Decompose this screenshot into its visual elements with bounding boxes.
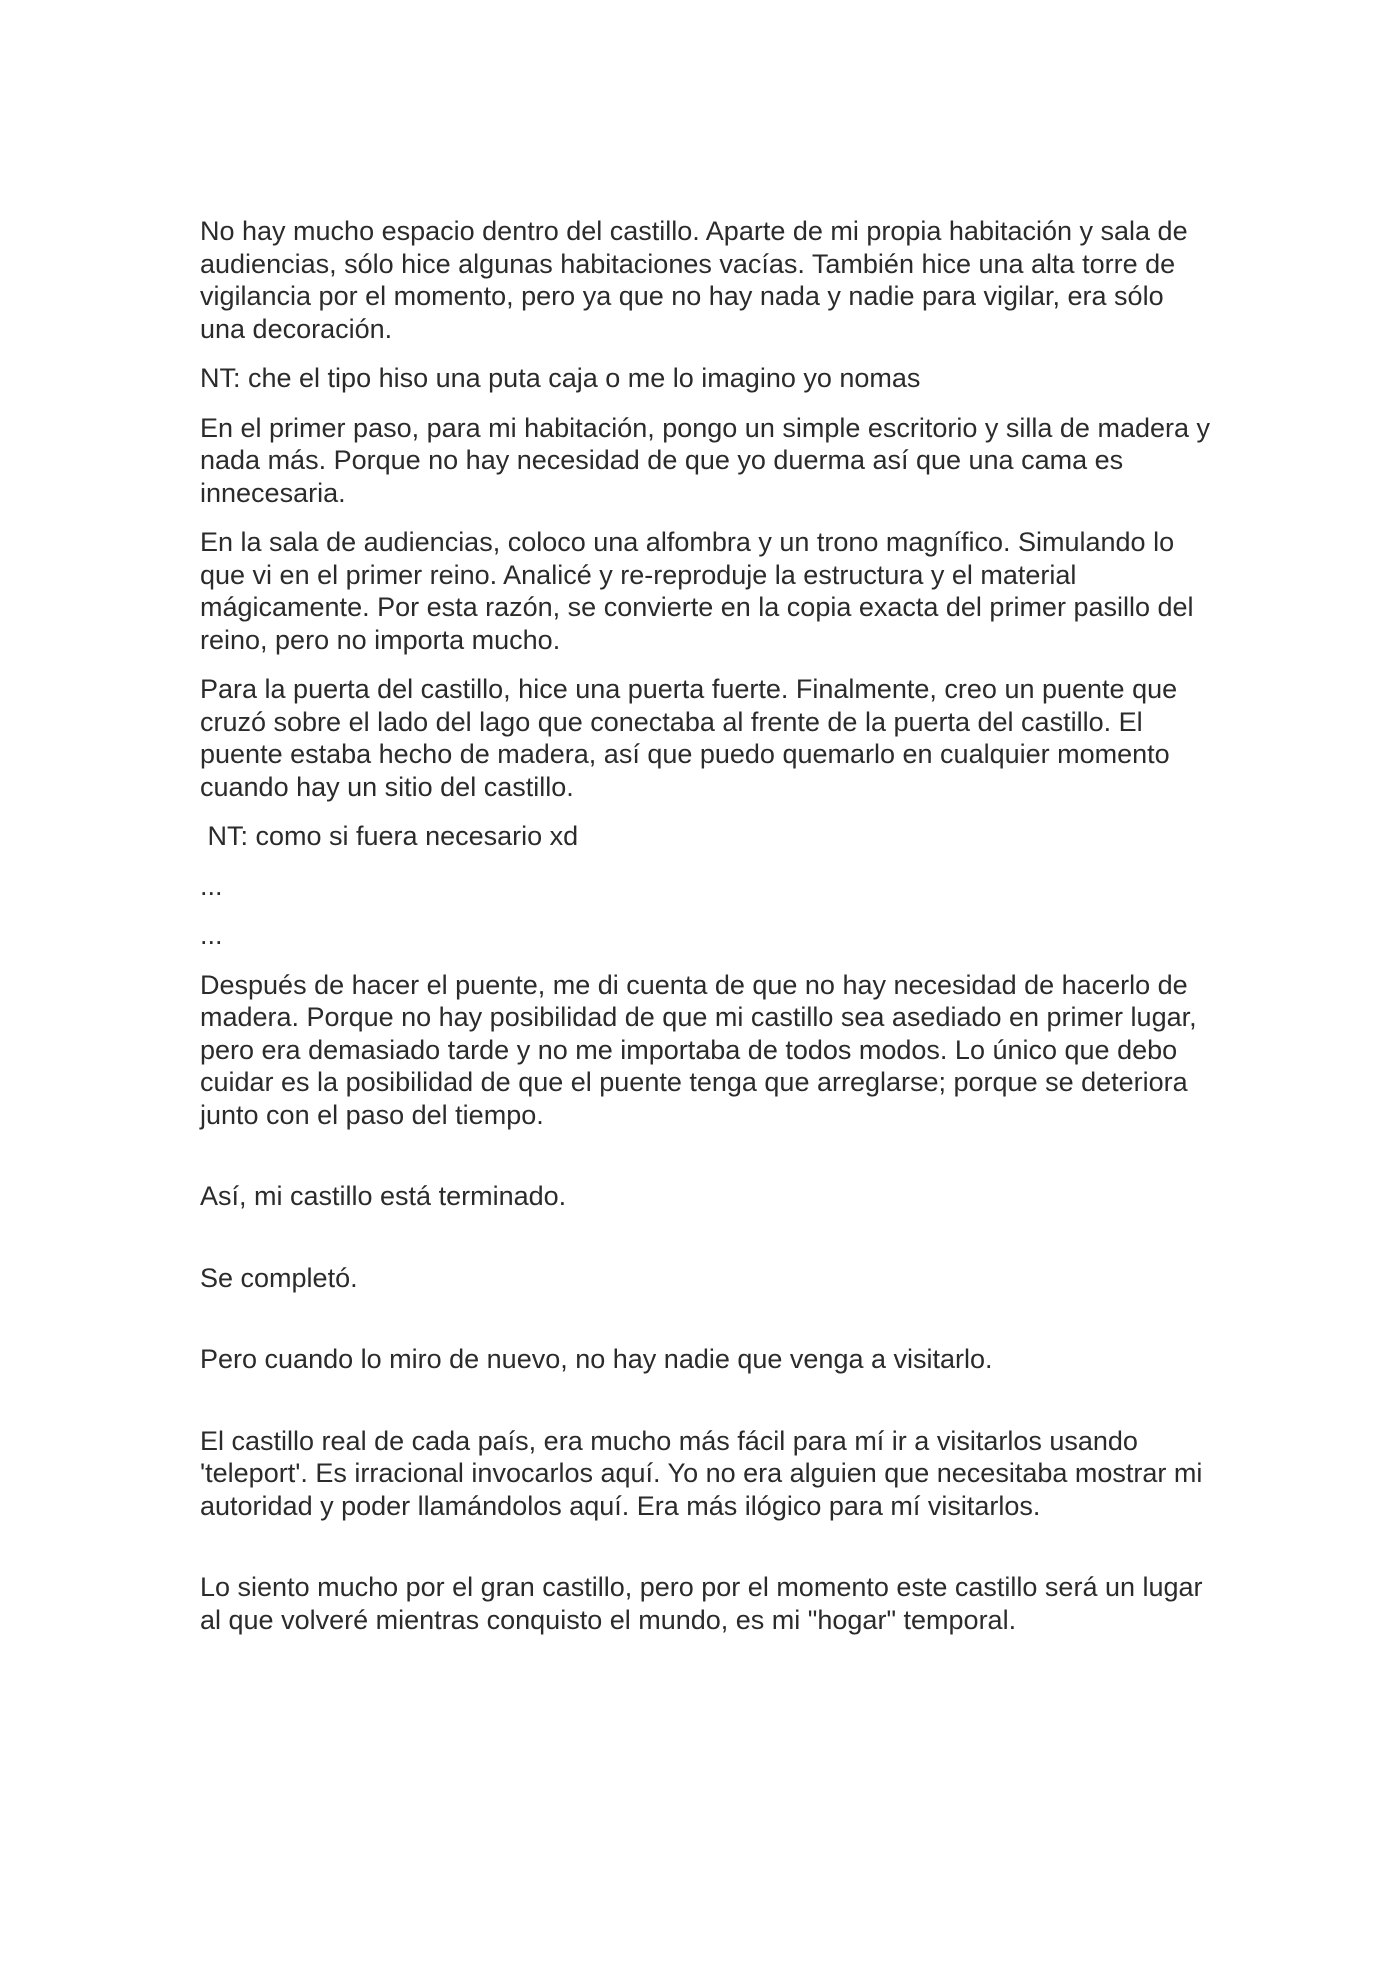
document-body [200,215,1210,1653]
paragraph-completed: Se completó. [200,1262,358,1293]
paragraph-temporary-home: Lo siento mucho por el gran castillo, pero por el momento este castillo será un lugar al que volveré mientras conquisto el mundo, es mi "hogar" temporal. [200,1572,1203,1635]
paragraph-ellipsis-2: ... [200,920,223,950]
paragraph-bridge-reflection: Después de hacer el puente, me di cuenta de que no hay necesidad de hacerlo de madera. Porque no hay posibilidad de que mi castillo sea asediado en primer lugar, pero era demasiado tarde y no me importaba de todos modos. Lo único que debo cuidar es la posibilidad de que el puente tenga que arreglarse; porque se deteriora junto con el paso del tiempo. [200,969,1197,1130]
paragraph-translator-note-box: NT: che el tipo hiso una puta caja o me lo imagino yo nomas [200,363,921,393]
paragraph-no-visitors: Pero cuando lo miro de nuevo, no hay nadie que venga a visitarlo. [200,1344,993,1374]
paragraph-ellipsis-1: ... [200,870,223,901]
paragraph-room-furniture: En el primer paso, para mi habitación, pongo un simple escritorio y silla de madera y nada más. Porque no hay necesidad de que yo duerma así que una cama es innecesaria. [200,412,1210,508]
paragraph-royal-castles: El castillo real de cada país, era mucho más fácil para mí ir a visitarlos usando 'teleport'. Es irracional invocarlos aquí. Yo no era alguien que necesitaba mostrar mi autoridad y poder llamándolos aquí. Era más ilógico para mí visitarlos. [200,1425,1203,1521]
paragraph-castle-finished: Así, mi castillo está terminado. [200,1181,567,1211]
paragraph-translator-note-necessary: NT: como si fuera necesario xd [200,821,579,851]
paragraph-audience-hall: En la sala de audiencias, coloco una alfombra y un trono magnífico. Simulando lo que vi en el primer reino. Analicé y re-reproduje la estructura y el material mágicamente. Por esta razón, se convierte en la copia exacta del primer pasillo del reino, pero no importa mucho. [200,527,1194,655]
paragraph-castle-space: No hay mucho espacio dentro del castillo. Aparte de mi propia habitación y sala de audiencias, sólo hice algunas habitaciones vacías. También hice una alta torre de vigilancia por el momento, pero ya que no hay nada y nadie para vigilar, era sólo una decoración. [200,216,1188,344]
paragraph-castle-gate-bridge: Para la puerta del castillo, hice una puerta fuerte. Finalmente, creo un puente que cruzó sobre el lado del lago que conectaba al frente de la puerta del castillo. El puente estaba hecho de madera, así que puedo quemarlo en cualquier momento cuando hay un sitio del castillo. [200,674,1178,802]
